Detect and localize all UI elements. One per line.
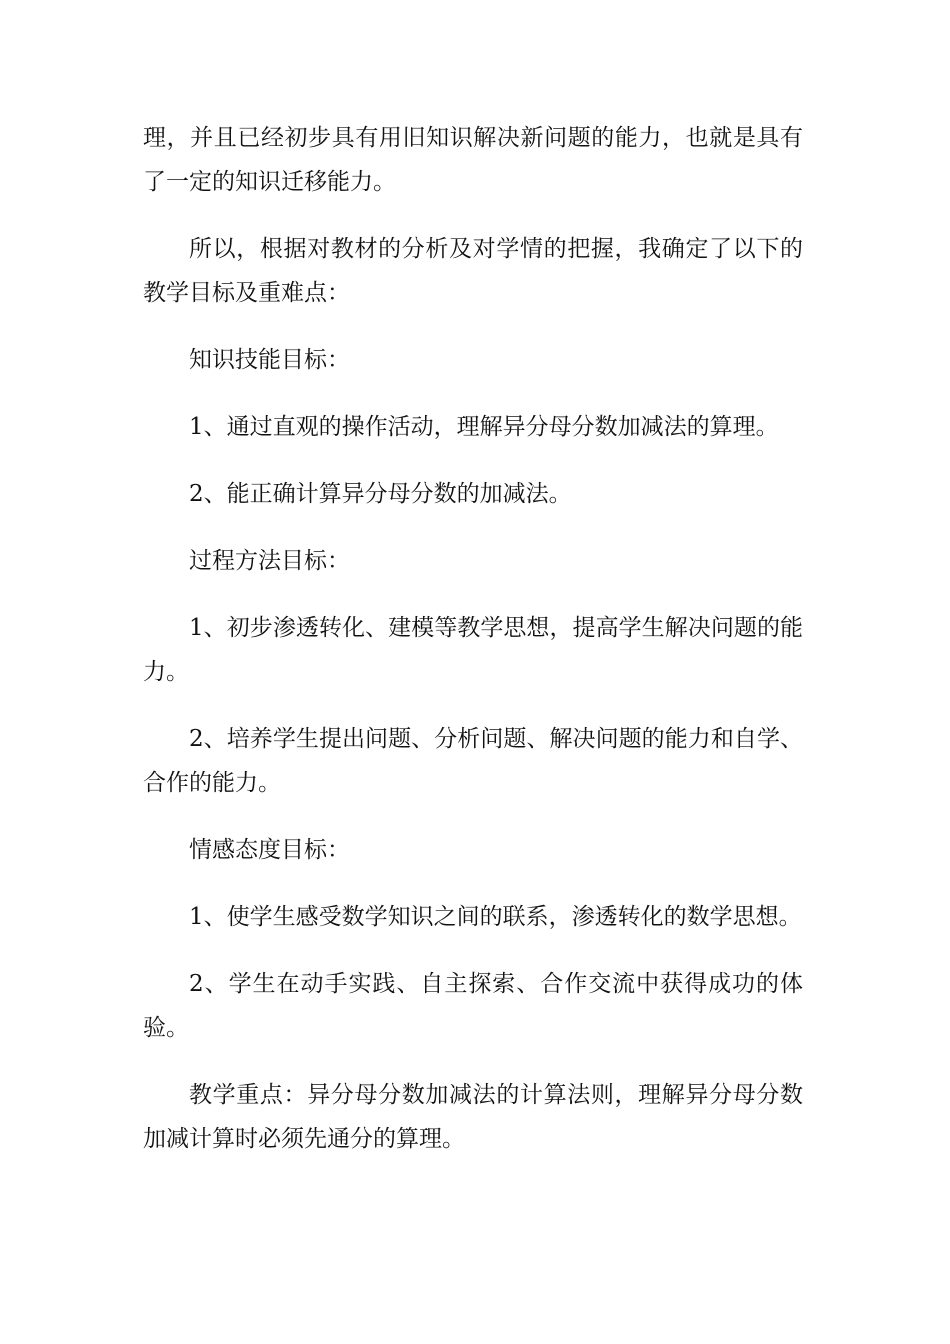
- teaching-key-point: 教学重点：异分母分数加减法的计算法则，理解异分母分数加减计算时必须先通分的算理。: [143, 1082, 803, 1152]
- process-goal-1: 1、初步渗透转化、建模等教学思想，提高学生解决问题的能力。: [143, 615, 803, 685]
- document-body: [143, 116, 803, 1184]
- paragraph-1: 理，并且已经初步具有用旧知识解决新问题的能力，也就是具有了一定的知识迁移能力。: [143, 125, 803, 195]
- knowledge-goal-1: 1、通过直观的操作活动，理解异分母分数加减法的算理。: [189, 414, 779, 440]
- emotion-goal-1: 1、使学生感受数学知识之间的联系，渗透转化的数学思想。: [189, 904, 802, 930]
- knowledge-goal-2: 2、能正确计算异分母分数的加减法。: [189, 481, 572, 507]
- paragraph-2: 所以，根据对教材的分析及对学情的把握，我确定了以下的教学目标及重难点：: [143, 236, 803, 306]
- heading-process-method-goals: 过程方法目标：: [189, 548, 350, 574]
- heading-knowledge-skill-goals: 知识技能目标：: [189, 347, 350, 373]
- heading-emotion-attitude-goals: 情感态度目标：: [189, 837, 350, 863]
- process-goal-2: 2、培养学生提出问题、分析问题、解决问题的能力和自学、合作的能力。: [143, 726, 803, 796]
- emotion-goal-2: 2、学生在动手实践、自主探索、合作交流中获得成功的体验。: [143, 971, 803, 1041]
